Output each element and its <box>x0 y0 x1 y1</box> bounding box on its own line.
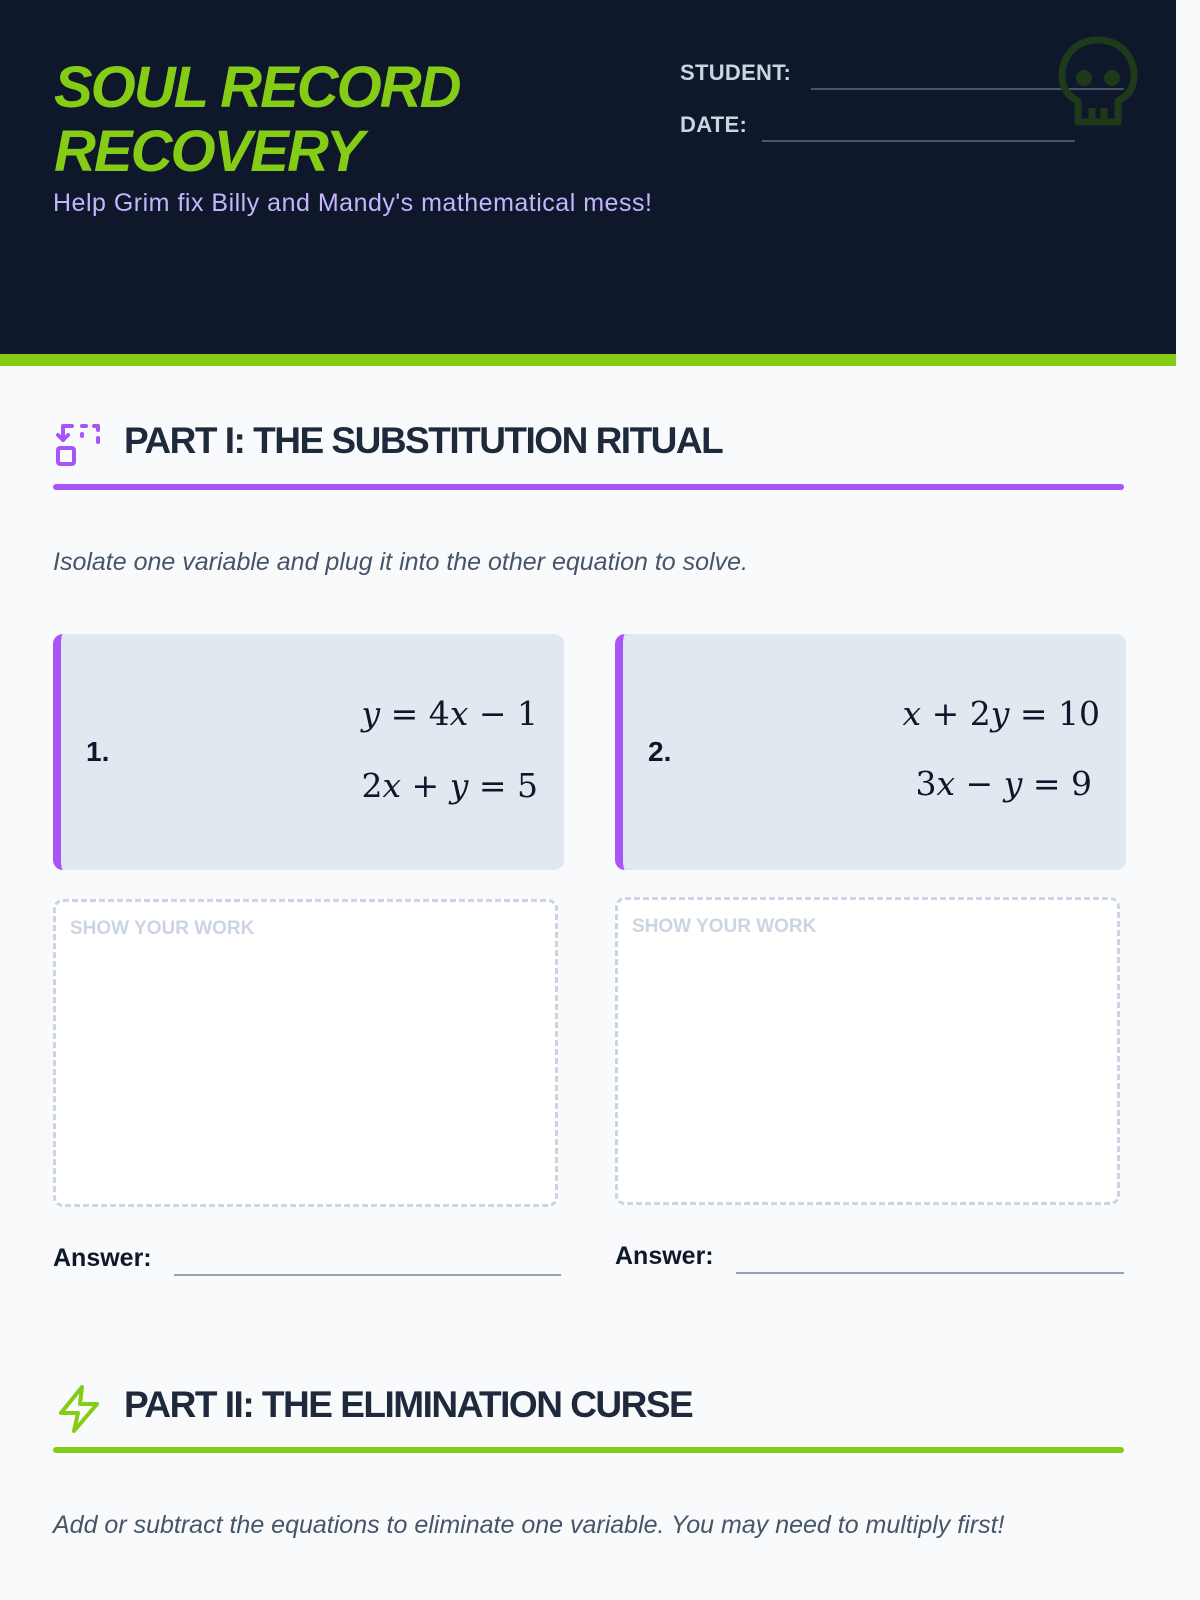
equation-term: 3 <box>915 764 937 803</box>
equation-term: x <box>382 766 402 805</box>
date-label: DATE: <box>680 112 748 137</box>
work-area-2[interactable] <box>615 897 1120 1205</box>
equation-2 <box>915 764 1092 803</box>
equation-term: y <box>361 694 381 733</box>
work-area-label: SHOW YOUR WORK <box>70 918 255 939</box>
equation-term: y <box>990 694 1010 733</box>
problem-card-1 <box>53 634 564 870</box>
equation-1 <box>361 694 538 733</box>
work-area-label: SHOW YOUR WORK <box>632 916 817 937</box>
part-2-title: PART II: THE ELIMINATION CURSE <box>124 1384 693 1425</box>
worksheet-title <box>54 56 614 184</box>
part-2-divider <box>53 1447 1124 1453</box>
part-1-divider <box>53 484 1124 490</box>
answer-label-1: Answer: <box>53 1244 152 1272</box>
date-field[interactable] <box>762 140 1075 142</box>
work-area-1[interactable] <box>53 899 558 1207</box>
equation-term: x <box>902 694 922 733</box>
equation-term: = 4 <box>380 694 450 733</box>
title-line-1: SOUL RECORD <box>54 55 460 120</box>
part-1-instructions: Isolate one variable and plug it into the other equation to solve. <box>53 548 748 576</box>
part-1-title: PART I: THE SUBSTITUTION RITUAL <box>124 420 723 461</box>
equation-1 <box>902 694 1100 733</box>
answer-field-2[interactable] <box>736 1272 1124 1274</box>
skull-icon <box>1056 34 1140 130</box>
equation-term: = 9 <box>1022 764 1092 803</box>
equation-term: y <box>449 766 469 805</box>
equation-term: = 5 <box>468 766 538 805</box>
problem-card-2 <box>615 634 1126 870</box>
equation-term: x <box>936 764 956 803</box>
equation-term: − <box>955 764 1004 803</box>
title-line-2: RECOVERY <box>54 119 363 184</box>
worksheet-subtitle: Help Grim fix Billy and Mandy's mathematical mess! <box>53 189 653 217</box>
answer-label-2: Answer: <box>615 1242 714 1270</box>
swap-icon <box>54 420 104 468</box>
equation-term: y <box>1003 764 1023 803</box>
problem-number: 2. <box>648 736 672 767</box>
equation-term: x <box>449 694 469 733</box>
worksheet-header <box>0 0 1176 366</box>
equation-term: + 2 <box>921 694 991 733</box>
equation-term: = 10 <box>1009 694 1100 733</box>
equation-2 <box>361 766 538 805</box>
equation-term: + <box>401 766 450 805</box>
student-label: STUDENT: <box>680 60 792 85</box>
part-2-instructions: Add or subtract the equations to eliminate one variable. You may need to multiply first! <box>53 1511 1005 1539</box>
lightning-icon <box>56 1384 102 1434</box>
answer-field-1[interactable] <box>174 1274 561 1276</box>
problem-number: 1. <box>86 736 110 767</box>
equation-term: 2 <box>361 766 383 805</box>
equation-term: − 1 <box>468 694 538 733</box>
